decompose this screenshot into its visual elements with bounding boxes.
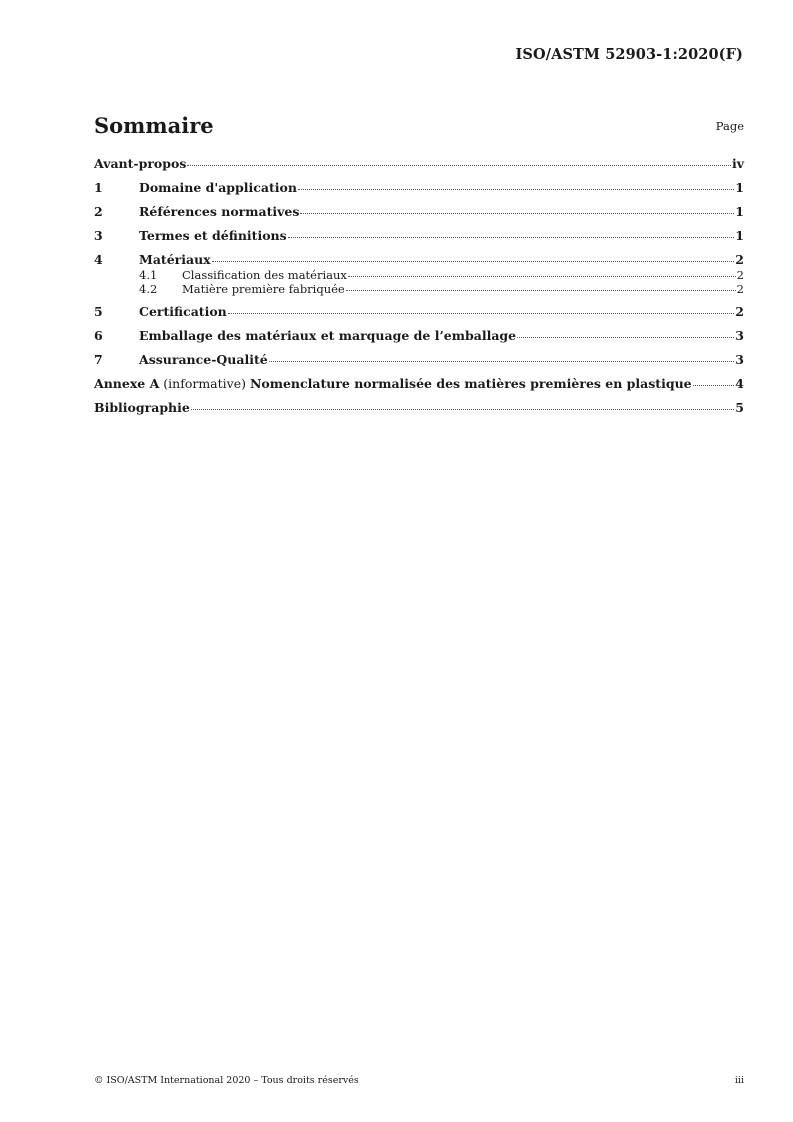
toc-entry-number: 7 [94, 352, 103, 367]
toc-entry-label: Bibliographie [94, 400, 190, 415]
toc-leader-dots [269, 361, 735, 362]
toc-entry-number: 2 [94, 204, 103, 219]
toc-entry-page: 2 [736, 282, 744, 296]
toc-entry-label: Termes et définitions [139, 228, 287, 243]
toc-entry-section-6[interactable] [94, 328, 744, 344]
copyright-notice: © ISO/ASTM International 2020 – Tous droits réservés [94, 1075, 359, 1086]
toc-leader-dots [288, 237, 735, 238]
toc-title: Sommaire [94, 113, 214, 138]
toc-entry-page: 3 [735, 352, 744, 367]
toc-entry-section-4[interactable] [94, 252, 744, 268]
toc-leader-dots [348, 276, 736, 277]
toc-entry-page: 2 [736, 268, 744, 282]
toc-leader-dots [228, 313, 735, 314]
annex-title: Nomenclature normalisée des matières premières en plastique [249, 376, 692, 391]
toc-entry-section-4-1[interactable] [94, 268, 744, 282]
toc-leader-dots [212, 261, 735, 262]
toc-entry-label: Classification des matériaux [182, 268, 347, 282]
document-identifier: ISO/ASTM 52903-1:2020(F) [515, 46, 743, 63]
toc-entry-bibliographie[interactable] [94, 400, 744, 416]
toc-entry-number: 6 [94, 328, 103, 343]
toc-entry-number: 1 [94, 180, 103, 195]
toc-entry-section-4-2[interactable] [94, 282, 744, 296]
toc-entry-number: 4.1 [139, 268, 158, 282]
toc-entry-section-1[interactable] [94, 180, 744, 196]
page-column-label: Page [715, 119, 744, 133]
toc-entry-page: iv [731, 156, 744, 171]
toc-entry-section-5[interactable] [94, 304, 744, 320]
toc-entry-label: Matière première fabriquée [182, 282, 345, 296]
toc-entry-label: Certification [139, 304, 227, 319]
toc-entry-page: 2 [735, 304, 744, 319]
toc-entry-page: 1 [735, 204, 744, 219]
toc-entry-section-3[interactable] [94, 228, 744, 244]
toc-entry-label: Emballage des matériaux et marquage de l’emballage [139, 328, 517, 343]
page-number: iii [734, 1075, 744, 1086]
toc-leader-dots [187, 165, 731, 166]
toc-entry-page: 3 [735, 328, 744, 343]
toc-entry-page: 2 [735, 252, 744, 267]
toc-entry-number: 4 [94, 252, 103, 267]
toc-leader-dots [517, 337, 734, 338]
toc-entry-page: 1 [735, 180, 744, 195]
toc-entry-section-2[interactable] [94, 204, 744, 220]
toc-leader-dots [300, 213, 734, 214]
table-of-contents [94, 156, 744, 416]
toc-entry-label: Assurance-Qualité [139, 352, 268, 367]
toc-entry-avant-propos[interactable] [94, 156, 744, 172]
toc-entry-label: Références normatives [139, 204, 300, 219]
toc-entry-label [94, 376, 692, 392]
toc-leader-dots [298, 189, 734, 190]
annex-type: (informative) [159, 376, 250, 391]
toc-entry-number: 4.2 [139, 282, 158, 296]
toc-leader-dots [693, 385, 735, 386]
annex-label: Annexe A [94, 376, 160, 391]
toc-entry-page: 1 [735, 228, 744, 243]
toc-entry-number: 3 [94, 228, 103, 243]
toc-entry-annex-a[interactable] [94, 376, 744, 392]
toc-leader-dots [191, 409, 734, 410]
toc-entry-number: 5 [94, 304, 103, 319]
toc-entry-label: Domaine d'application [139, 180, 297, 195]
toc-entry-page: 4 [735, 376, 744, 391]
toc-leader-dots [346, 290, 736, 291]
toc-entry-page: 5 [735, 400, 744, 415]
toc-entry-section-7[interactable] [94, 352, 744, 368]
toc-entry-label: Matériaux [139, 252, 211, 267]
toc-entry-label: Avant-propos [94, 156, 187, 171]
toc-header [94, 113, 744, 143]
